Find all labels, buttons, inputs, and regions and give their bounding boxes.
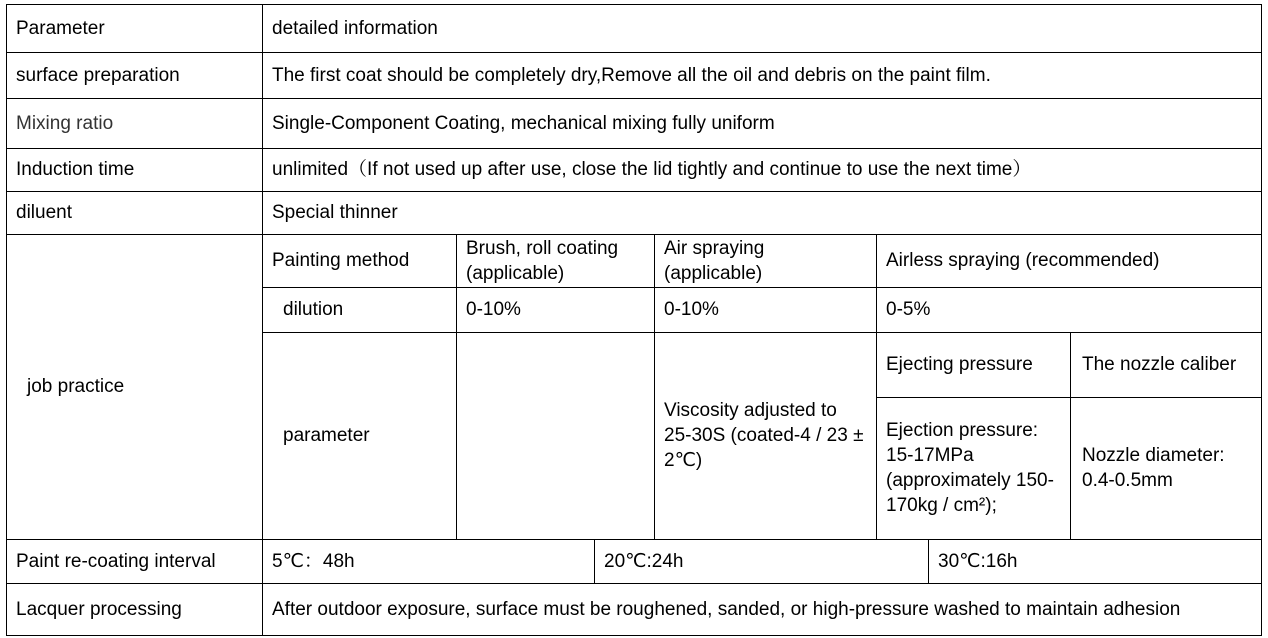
- nozzle-caliber-label: The nozzle caliber: [1082, 354, 1237, 375]
- method-airless: Airless spraying (recommended): [886, 250, 1160, 271]
- lacquer-processing-value: After outdoor exposure, surface must be roughened, sanded, or high-pressure washed to maintain adhesion: [272, 598, 1181, 620]
- mixing-ratio-value: Single-Component Coating, mechanical mixing fully uniform: [272, 112, 775, 134]
- induction-time-label: Induction time: [16, 159, 135, 180]
- dilution-air: 0-10%: [664, 299, 719, 320]
- header-parameter: Parameter: [16, 17, 105, 39]
- row-divider: [6, 635, 1262, 636]
- induction-time-value: unlimited（If not used up after use, close the lid tightly and continue to use the next time）: [272, 159, 1032, 180]
- mixing-ratio-label: Mixing ratio: [16, 112, 114, 134]
- dilution-brush: 0-10%: [466, 299, 521, 320]
- job-practice-label: job practice: [27, 376, 125, 397]
- dilution-label: dilution: [283, 299, 344, 320]
- dilution-airless: 0-5%: [886, 299, 931, 320]
- lacquer-processing-label: Lacquer processing: [16, 598, 182, 620]
- header-detail: detailed information: [272, 17, 438, 39]
- painting-method-label: Painting method: [272, 250, 410, 271]
- recoating-5c: 5℃：48h: [272, 550, 355, 572]
- recoating-interval-label: Paint re-coating interval: [16, 550, 216, 572]
- parameter-air: Viscosity adjusted to 25-30S (coated-4 / 23 ± 2℃): [664, 400, 864, 471]
- ejecting-pressure-label: Ejecting pressure: [886, 354, 1033, 375]
- method-air: Air spraying (applicable): [664, 237, 765, 284]
- recoating-20c: 20℃:24h: [604, 550, 684, 572]
- col-divider: [1261, 4, 1262, 636]
- nozzle-diameter-value: Nozzle diameter: 0.4-0.5mm: [1082, 445, 1225, 491]
- parameter-label: parameter: [283, 425, 370, 446]
- method-brush: Brush, roll coating (applicable): [466, 237, 619, 284]
- recoating-30c: 30℃:16h: [938, 550, 1018, 572]
- ejection-pressure-value: Ejection pressure: 15-17MPa (approximately 150-170kg / cm²);: [886, 420, 1054, 516]
- diluent-value: Special thinner: [272, 202, 398, 223]
- surface-preparation-label: surface preparation: [16, 64, 180, 86]
- surface-preparation-value: The first coat should be completely dry,Remove all the oil and debris on the paint film.: [272, 64, 991, 86]
- diluent-label: diluent: [16, 202, 72, 223]
- parameter-brush: [456, 332, 654, 539]
